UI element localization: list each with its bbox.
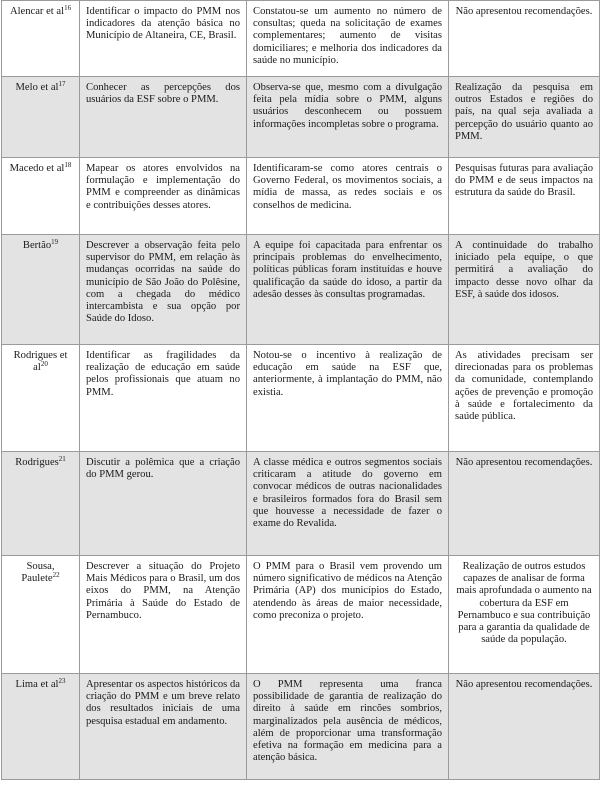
reference-number: 23 [58,677,66,685]
result-cell: Observa-se que, mesmo com a divulgação feita pela mídia sobre o PMM, alguns usuários desconhecem ou possuem informações incompletas sobre o programa. [247,77,449,158]
objective-cell: Discutir a polêmica que a criação do PMM gerou. [80,452,247,556]
reference-number: 17 [58,80,66,88]
objective-cell: Apresentar os aspectos históricos da criação do PMM e um breve relato dos resultados iniciais de uma pesquisa estadual em andamento. [80,674,247,780]
author-cell: Bertão$^{19}$ [2,235,80,345]
result-cell: A classe médica e outros segmentos sociais criticaram a atitude do governo em convocar médicos de outras nacionalidades e brasileiros formados fora do Brasil sem que houvesse a necessidade de fazer o exame do Revalida. [247,452,449,556]
recommendation-cell: A continuidade do trabalho iniciado pela equipe, o que permitirá a avaliação do impacto desse novo olhar da ESF, à saúde dos idosos. [449,235,600,345]
result-cell: O PMM representa uma franca possibilidade de garantia de realização do direito à saúde em rincões sombrios, marginalizados pela ausência de médicos, além de proporcionar uma transformação efetiva na formação em medicina para a atenção básica. [247,674,449,780]
result-cell: Constatou-se um aumento no número de consultas; queda na solicitação de exames complementares; aumento de visitas domiciliares; e melhoria dos indicadores da saúde no município. [247,1,449,77]
table-row [2,345,600,452]
objective-cell: Descrever a observação feita pelo supervisor do PMM, em relação às mudanças ocorridas na saúde do município de São João do Polêsine, com a chegada do médico intercambista e sua opção por Saúde do Idoso. [80,235,247,345]
reference-number: 18 [64,161,72,169]
table-row [2,556,600,674]
author-cell: Rodrigues et $al^{20}$ [2,345,80,452]
objective-cell: Identificar as fragilidades da realização de educação em saúde pelos profissionais que atuam no PMM. [80,345,247,452]
author-cell: Macedo et $al^{18}$ [2,158,80,235]
table-row [2,1,600,77]
author-cell: Sousa, Paulete$^{22}$ [2,556,80,674]
table-row [2,77,600,158]
table-row [2,452,600,556]
reference-number: 22 [52,571,60,580]
table-row [2,235,600,345]
objective-cell: Identificar o impacto do PMM nos indicadores da atenção básica no Município de Altaneira, CE, Brasil. [80,1,247,77]
reference-number: 21 [58,455,66,463]
recommendation-cell: Realização de outros estudos capazes de analisar de forma mais aprofundada o aumento na cobertura da ESF em Pernambuco e sua contribuição para a garantia da qualidade de saúde da população. [449,556,600,674]
recommendation-cell: Realização da pesquisa em outros Estados e regiões do país, na qual seja avaliada a percepção do usuário quanto ao PMM. [449,77,600,158]
reference-number: 20 [40,360,48,369]
author-cell: Rodrigues$^{21}$ [2,452,80,556]
recommendation-cell: As atividades precisam ser direcionadas para os problemas da comunidade, contemplando ações de prevenção e promoção à saúde e fortalecimento da saúde pública. [449,345,600,452]
objective-cell: Mapear os atores envolvidos na formulação e implementação do PMM e compreender as dinâmicas e contribuições desses atores. [80,158,247,235]
objective-cell: Conhecer as percepções dos usuários da ESF sobre o PMM. [80,77,247,158]
recommendation-cell: Não apresentou recomendações. [449,674,600,780]
recommendation-cell: Pesquisas futuras para avaliação do PMM e de seus impactos na estrutura da saúde do Brasil. [449,158,600,235]
result-cell: O PMM para o Brasil vem provendo um número significativo de médicos na Atenção Primária (AP) dos municípios do Estado, atendendo às áreas de maior necessidade, como preconiza o projeto. [247,556,449,674]
result-cell: Notou-se o incentivo à realização de educação em saúde na ESF que, anteriormente, à implantação do PMM, não existia. [247,345,449,452]
objective-cell: Descrever a situação do Projeto Mais Médicos para o Brasil, um dos eixos do PMM, na Atenção Primária à Saúde do Estado de Pernambuco. [80,556,247,674]
result-cell: Identificaram-se como atores centrais o Governo Federal, os movimentos sociais, a mídia de massa, as redes sociais e os conselhos de medicina. [247,158,449,235]
author-cell: Melo et $al^{17}$ [2,77,80,158]
author-cell: Lima et $al^{23}$ [2,674,80,780]
reference-number: 19 [51,238,59,246]
result-cell: A equipe foi capacitada para enfrentar os principais problemas do envelhecimento, políticas públicas foram instituídas e houve qualificação da saúde do idoso, a partir da adesão desses às consultas programadas. [247,235,449,345]
reference-number: 16 [64,4,72,12]
author-cell: Alencar et $al^{16}$ [2,1,80,77]
table-row [2,158,600,235]
recommendation-cell: Não apresentou recomendações. [449,1,600,77]
studies-table [1,0,600,780]
recommendation-cell: Não apresentou recomendações. [449,452,600,556]
table-row [2,674,600,780]
